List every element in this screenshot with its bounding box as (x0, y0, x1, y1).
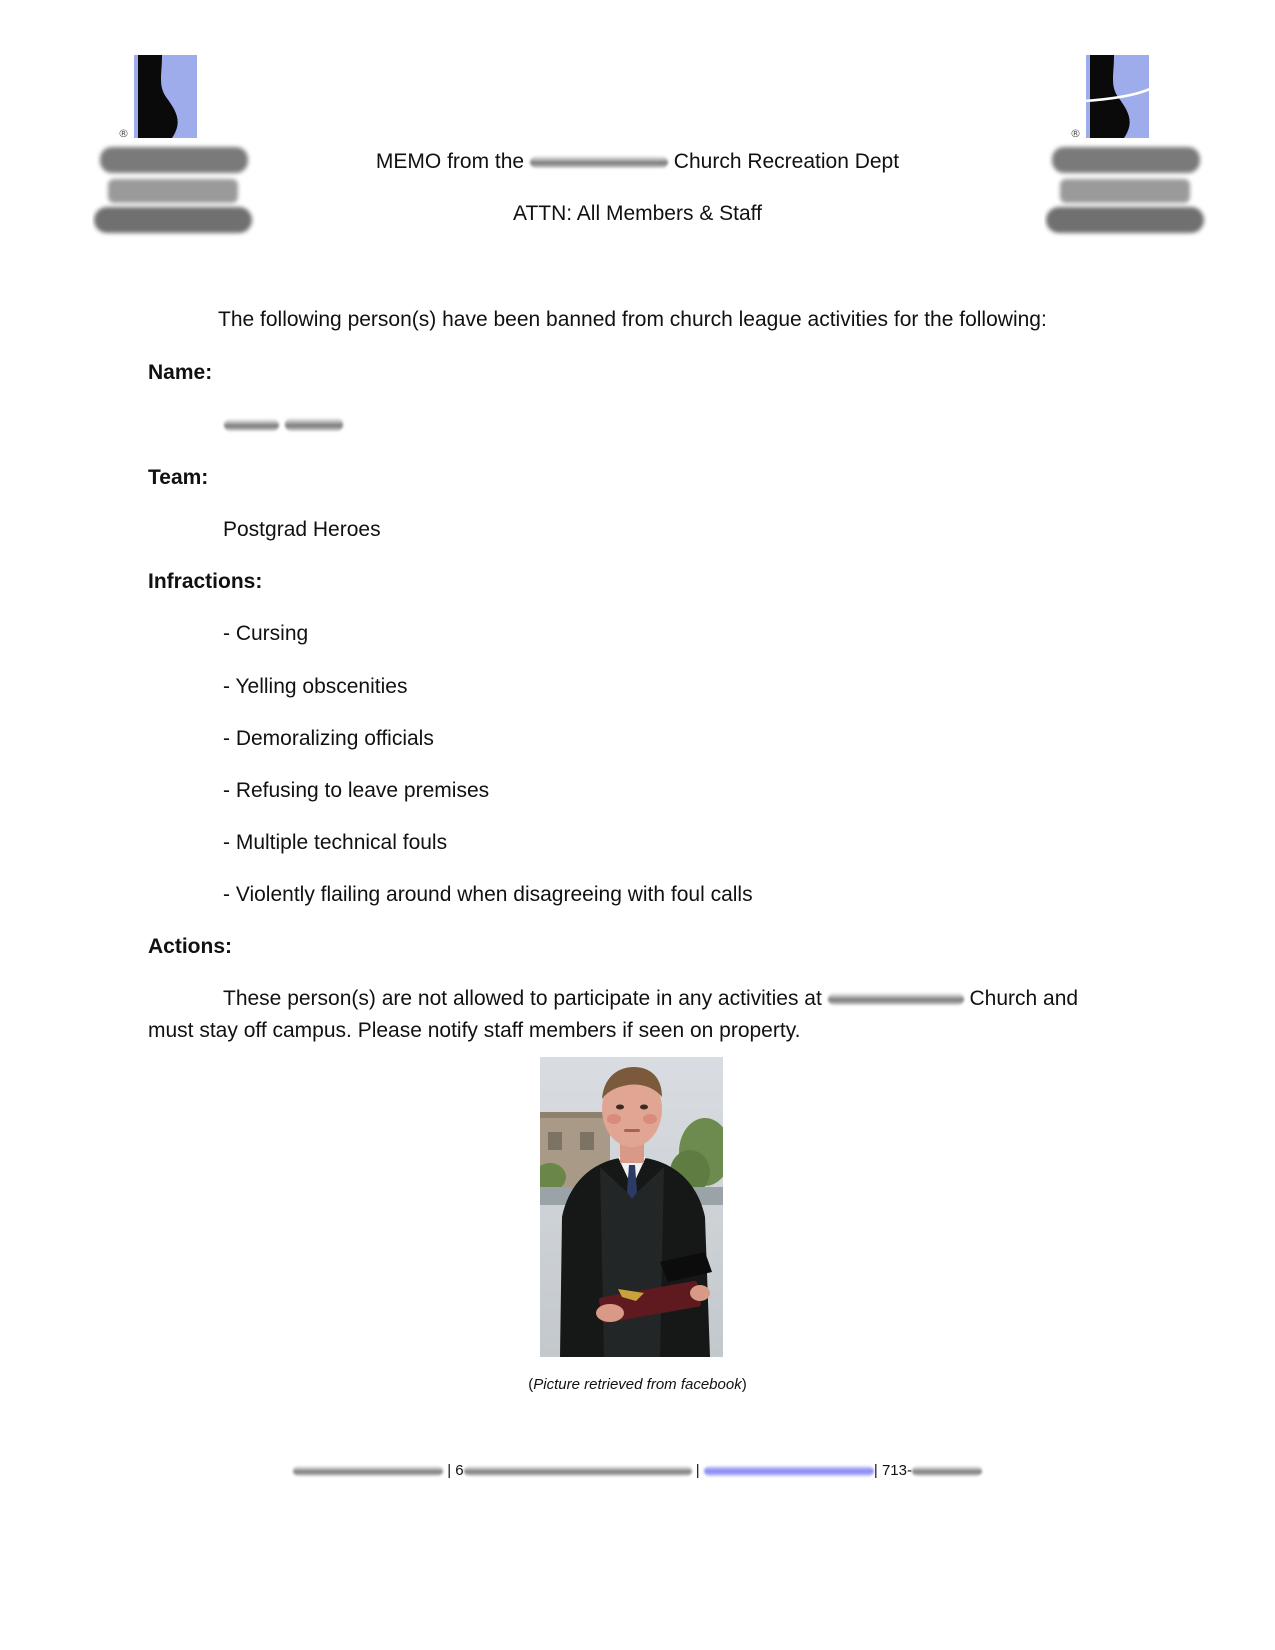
footer-contact (0, 1462, 1275, 1479)
registered-mark: ® (1070, 127, 1081, 140)
actions-line-1-prefix: These person(s) are not allowed to participate in any activities at (223, 987, 822, 1010)
footer-separator: | (695, 1462, 700, 1479)
redacted-phone (912, 1466, 982, 1476)
redacted-address (464, 1466, 692, 1476)
banned-person-photo (540, 1057, 723, 1357)
intro-text: The following person(s) have been banned from church league activities for the following: (218, 308, 1047, 331)
memo-title (0, 150, 1275, 174)
name-label: Name: (148, 361, 213, 384)
actions-label: Actions: (148, 935, 232, 958)
actions-line-2: must stay off campus. Please notify staff members if seen on property. (148, 1019, 801, 1042)
team-value: Postgrad Heroes (223, 518, 381, 541)
infraction-item: - Cursing (223, 622, 309, 645)
footer-separator: | (447, 1462, 452, 1479)
redacted-church-name (530, 156, 668, 168)
actions-line-1 (223, 987, 1078, 1011)
memo-title-suffix: Church Recreation Dept (673, 150, 900, 173)
footer-phone-prefix: 713- (881, 1462, 912, 1479)
footer-separator: | (873, 1462, 878, 1479)
actions-line-1-suffix: Church and (969, 987, 1079, 1010)
infraction-item: - Violently flailing around when disagreeing with foul calls (223, 883, 753, 906)
infraction-item: - Refusing to leave premises (223, 779, 490, 802)
team-label: Team: (148, 466, 209, 489)
infraction-item: - Demoralizing officials (223, 727, 434, 750)
registered-mark: ® (118, 127, 129, 140)
redacted-website-link[interactable] (704, 1466, 874, 1476)
photo-caption: (Picture retrieved from facebook) (528, 1376, 747, 1393)
redacted-church-name (828, 993, 964, 1005)
redacted-person-name (224, 416, 343, 434)
redacted-church-name (293, 1466, 443, 1476)
photo-caption-text: Picture retrieved from facebook (533, 1376, 742, 1393)
infractions-label: Infractions: (148, 570, 263, 593)
attn-line: ATTN: All Members & Staff (513, 202, 762, 225)
infraction-item: - Multiple technical fouls (223, 831, 448, 854)
memo-title-prefix: MEMO from the (375, 150, 525, 173)
infraction-item: - Yelling obscenities (223, 675, 408, 698)
footer-address-prefix: 6 (455, 1462, 464, 1479)
